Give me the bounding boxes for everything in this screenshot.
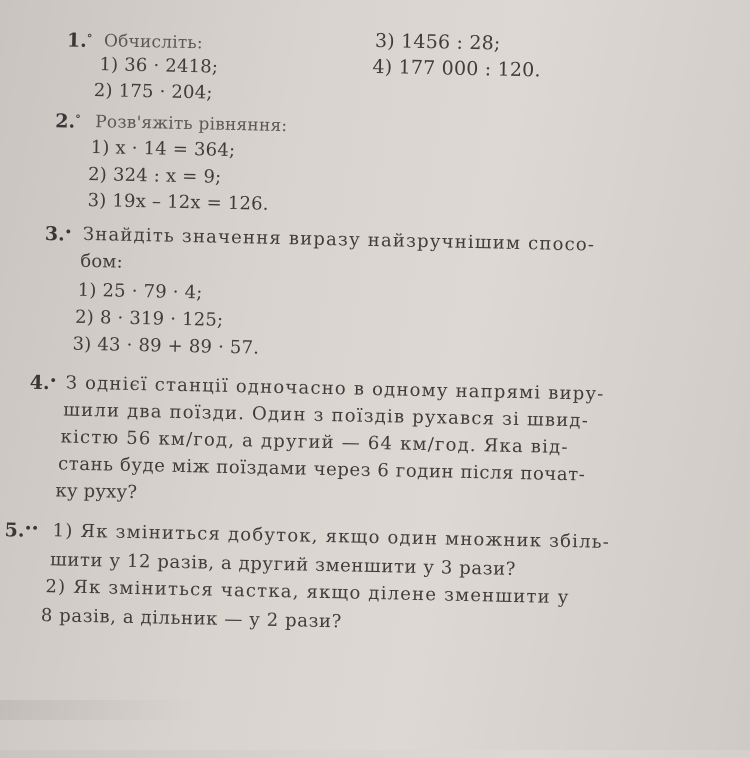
task-2-number: 2.° xyxy=(55,110,81,133)
task-4-text-line-4: стань буде між поїздами через 6 годин після почат- xyxy=(57,453,586,486)
task-3-text-line-1: Знайдіть значення виразу найзручнішим спосо- xyxy=(82,223,596,256)
task-1-item-3: 3) 1456 : 28; xyxy=(374,29,501,55)
task-1-number: 1.° xyxy=(66,29,93,52)
task-2-item-1: 1) x · 14 = 364; xyxy=(90,136,236,162)
task-4-text-line-2: шили два поїзди. Один з поїздів рухався зі швид- xyxy=(62,399,590,432)
task-1-item-4: 4) 177 000 : 120. xyxy=(372,55,541,82)
task-3-number: 3.• xyxy=(44,223,72,246)
task-5-text-line-3: 2) Як зміниться частка, якщо ділене зменшити у xyxy=(45,576,570,609)
task-4-text-line-3: кістю 56 км/год, а другий — 64 км/год. Яка від- xyxy=(60,426,569,459)
task-2-item-3: 3) 19x – 12x = 126. xyxy=(87,189,269,215)
task-4-number: 4.• xyxy=(29,371,57,395)
task-4-text-line-5: ку руху? xyxy=(55,480,138,504)
task-3-item-3: 3) 43 · 89 + 89 · 57. xyxy=(72,333,260,359)
task-5-text-line-4: 8 разів, а дільник — у 2 рази? xyxy=(40,605,343,633)
task-1-item-2: 2) 175 · 204; xyxy=(93,80,213,104)
task-2-heading: Розв'яжіть рівняння: xyxy=(95,112,288,137)
task-5-text-line-2: шити у 12 разів, а другий зменшити у 3 рази? xyxy=(49,549,517,580)
task-1-heading: Обчисліть: xyxy=(103,31,204,54)
task-3-text-line-2: бом: xyxy=(80,250,124,273)
task-3-item-2: 2) 8 · 319 · 125; xyxy=(74,306,224,331)
task-2-item-2: 2) 324 : x = 9; xyxy=(87,163,222,188)
page-smudge xyxy=(0,700,200,720)
task-5-text-line-1: 1) Як зміниться добуток, якщо один множник збіль- xyxy=(52,520,611,553)
task-1-item-1: 1) 36 · 2418; xyxy=(99,54,219,78)
task-4-text-line-1: З однієї станції одночасно в одному напрямі виру- xyxy=(65,372,605,405)
task-5-number: 5.•• xyxy=(4,519,39,542)
task-3-item-1: 1) 25 · 79 · 4; xyxy=(77,279,203,304)
